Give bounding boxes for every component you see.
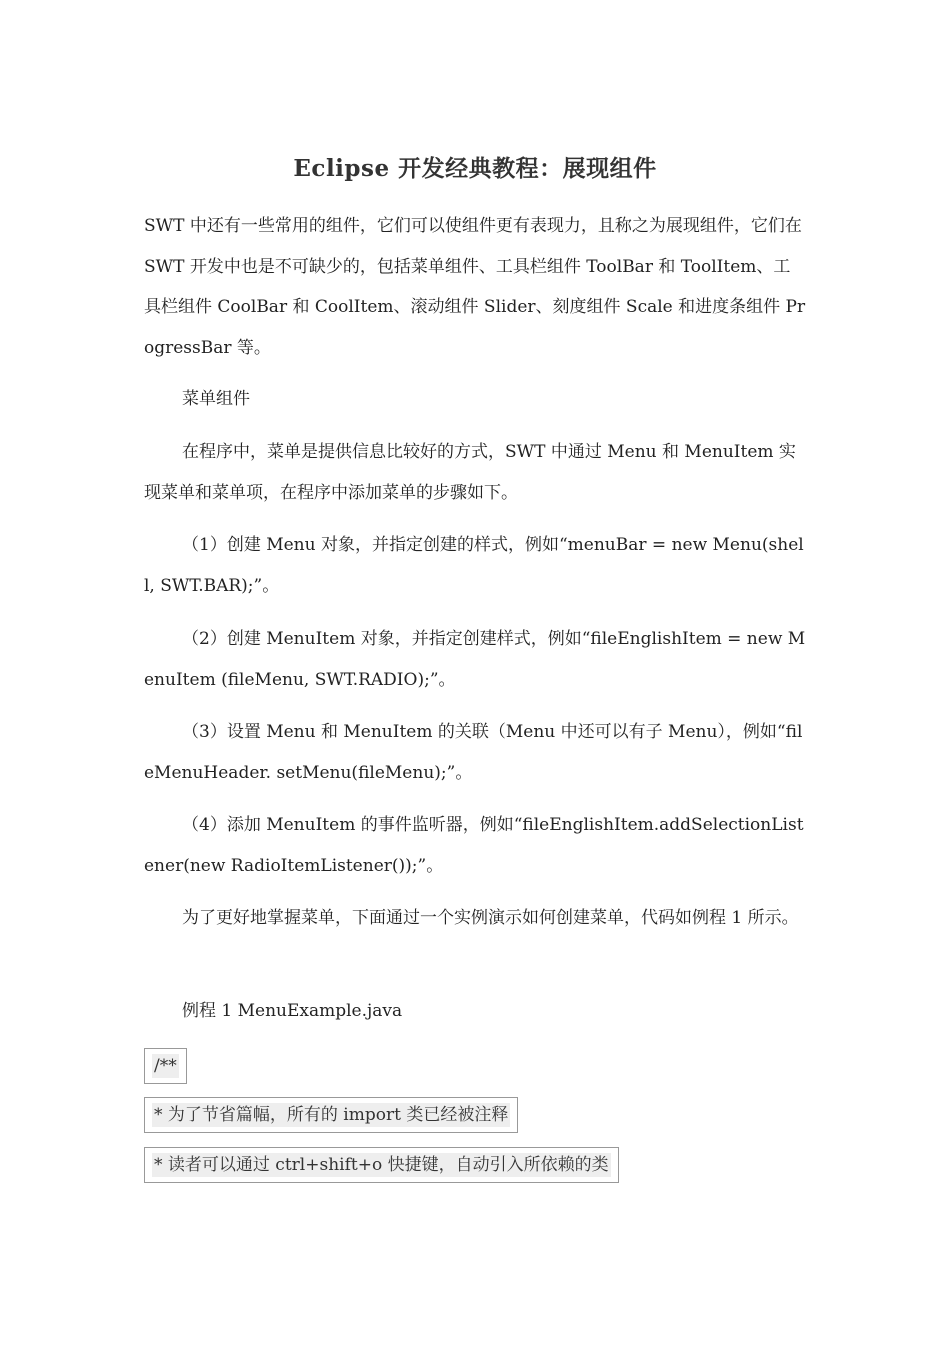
code-line-box xyxy=(144,1147,619,1183)
step-3-paragraph: （3）设置 Menu 和 MenuItem 的关联（Menu 中还可以有子 Menu），例如“fileMenuHeader. setMenu(fileMenu);”。 xyxy=(144,722,803,783)
document-title: Eclipse 开发经典教程：展现组件 xyxy=(293,155,657,182)
step-1-paragraph: （1）创建 Menu 对象，并指定创建的样式，例如“menuBar = new Menu(shell, SWT.BAR);”。 xyxy=(144,535,804,596)
menu-intro-paragraph: 在程序中，菜单是提供信息比较好的方式，SWT 中通过 Menu 和 MenuItem 实现菜单和菜单项，在程序中添加菜单的步骤如下。 xyxy=(144,442,796,503)
code-line: * 为了节省篇幅，所有的 import 类已经被注释 xyxy=(154,1105,509,1125)
example-intro-paragraph: 为了更好地掌握菜单，下面通过一个实例演示如何创建菜单，代码如例程 1 所示。 xyxy=(182,908,799,928)
section-heading-menu: 菜单组件 xyxy=(182,389,250,409)
code-line: * 读者可以通过 ctrl+shift+o 快捷键，自动引入所依赖的类 xyxy=(154,1155,609,1175)
example-caption: 例程 1 MenuExample.java xyxy=(182,1001,403,1021)
step-4-paragraph: （4）添加 MenuItem 的事件监听器，例如“fileEnglishItem.addSelectionListener(new RadioItemListener());”。 xyxy=(144,815,804,876)
code-line-box xyxy=(144,1097,518,1133)
step-2-paragraph: （2）创建 MenuItem 对象，并指定创建样式，例如“fileEnglishItem = new MenuItem (fileMenu, SWT.RADIO);”。 xyxy=(144,629,806,690)
code-line-box xyxy=(144,1048,187,1084)
code-line: /** xyxy=(154,1056,177,1076)
intro-paragraph: SWT 中还有一些常用的组件，它们可以使组件更有表现力，且称之为展现组件，它们在 SWT 开发中也是不可缺少的，包括菜单组件、工具栏组件 ToolBar 和 ToolItem、工具栏组件 CoolBar 和 CoolItem、滚动组件 Slider、刻度组件 Scale 和进度条组件 ProgressBar 等。 xyxy=(144,216,806,358)
